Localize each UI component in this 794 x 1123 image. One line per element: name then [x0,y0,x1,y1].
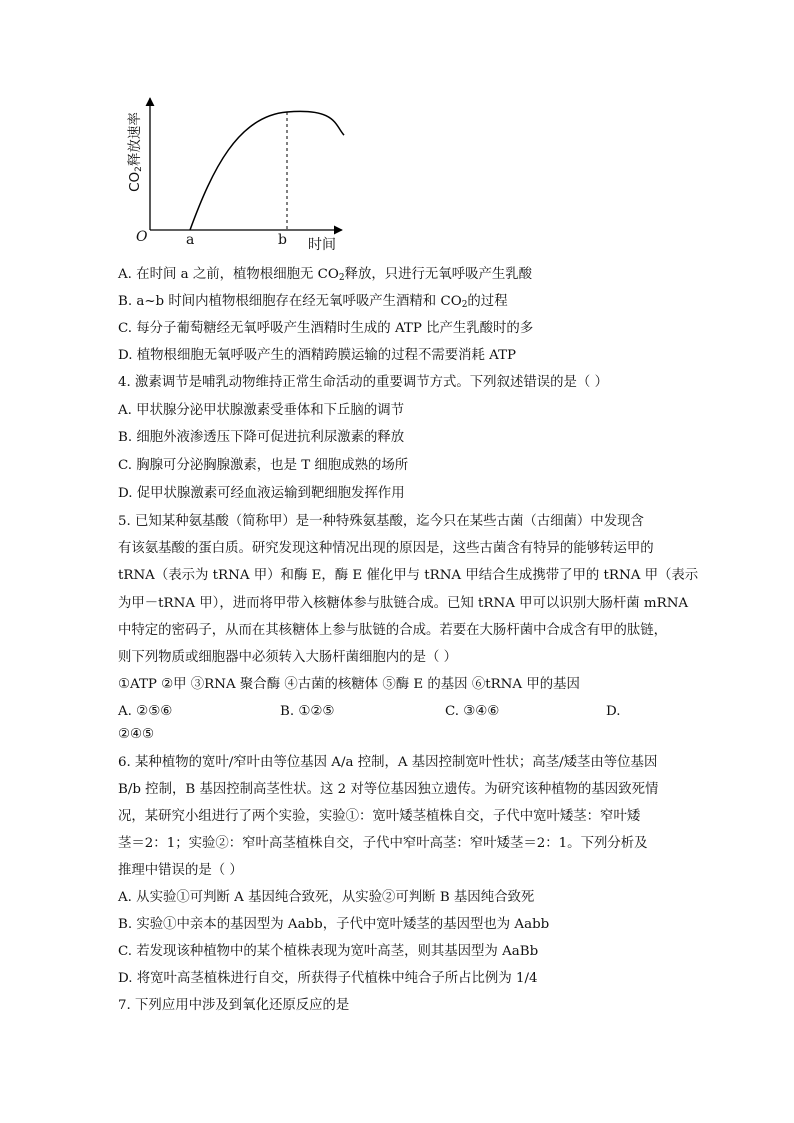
q5-option-a[interactable]: A. ②⑤⑥ [118,704,173,719]
q5-stem-line3: tRNA（表示为 tRNA 甲）和酶 E，酶 E 催化甲与 tRNA 甲结合生成携带了甲的 tRNA 甲（表示 [118,568,699,583]
q4-option-d[interactable]: D. 促甲状腺激素可经血液运输到靶细胞发挥作用 [118,486,405,501]
q6-option-c[interactable]: C. 若发现该种植物中的某个植株表现为宽叶高茎，则其基因型为 AaBb [118,944,539,959]
q5-option-d[interactable]: D. [606,704,621,719]
q6-stem-line5: 推理中错误的是（ ） [118,863,243,878]
tick-label-b: b [278,232,287,248]
co2-release-graph [120,92,360,260]
q5-option-b[interactable]: B. ①②⑤ [280,704,335,719]
q7-stem: 7. 下列应用中涉及到氧化还原反应的是 [118,998,350,1013]
q5-stem-line5: 中特定的密码子，从而在其核糖体上参与肽链的合成。若要在大肠杆菌中合成含有甲的肽链， [118,623,668,638]
q3-option-c[interactable]: C. 每分子葡萄糖经无氧呼吸产生酒精时生成的 ATP 比产生乳酸时的多 [118,321,534,336]
y-axis-label-sub: 2 [134,166,144,172]
q5-items: ①ATP ②甲 ③RNA 聚合酶 ④古菌的核糖体 ⑤酶 E 的基因 ⑥tRNA 甲的基因 [118,677,580,692]
q4-option-a[interactable]: A. 甲状腺分泌甲状腺激素受垂体和下丘脑的调节 [118,403,404,418]
q5-stem-line4: 为甲－tRNA 甲），进而将甲带入核糖体参与肽链合成。已知 tRNA 甲可以识别大肠杆菌 mRNA [118,596,689,611]
q4-option-b[interactable]: B. 细胞外液渗透压下降可促进抗利尿激素的释放 [118,430,405,445]
q5-stem-line1: 5. 已知某种氨基酸（简称甲）是一种特殊氨基酸，迄今只在某些古菌（古细菌）中发现含 [118,514,644,529]
q4-stem: 4. 激素调节是哺乳动物维持正常生命活动的重要调节方式。下列叙述错误的是（ ） [118,375,608,390]
q5-option-c[interactable]: C. ③④⑥ [445,704,500,719]
tick-label-a: a [186,232,195,248]
q6-option-b[interactable]: B. 实验①中亲本的基因型为 Aabb，子代中宽叶矮茎的基因型也为 Aabb [118,917,550,932]
q6-stem-line2: B/b 控制，B 基因控制高茎性状。这 2 对等位基因独立遗传。为研究该种植物的基因致死情 [118,782,659,797]
y-axis-label-suffix: 释放速率 [127,112,143,167]
release-rate-curve [190,111,344,230]
q6-option-d[interactable]: D. 将宽叶高茎植株进行自交，所获得子代植株中纯合子所占比例为 1/4 [118,971,538,986]
y-axis-label-prefix: CO [127,171,143,192]
y-axis-label [127,107,143,197]
q5-stem-line2: 有该氨基酸的蛋白质。研究发现这种情况出现的原因是，这些古菌含有特异的能够转运甲的 [118,541,654,556]
q6-stem-line1: 6. 某种植物的宽叶/窄叶由等位基因 A/a 控制，A 基因控制宽叶性状；高茎/矮茎由等位基因 [118,755,658,770]
x-axis-label: 时间 [308,237,336,253]
chart-svg [120,92,360,260]
origin-label: O [136,229,148,245]
q6-option-a[interactable]: A. 从实验①可判断 A 基因纯合致死，从实验②可判断 B 基因纯合致死 [118,890,535,905]
q3-option-b[interactable]: B. a~b 时间内植物根细胞存在经无氧呼吸产生酒精和 $CO_2$的过程 [118,294,508,310]
q6-stem-line3: 况，某研究小组进行了两个实验，实验①：宽叶矮茎植株自交，子代中宽叶矮茎：窄叶矮 [118,809,641,824]
q3-option-d[interactable]: D. 植物根细胞无氧呼吸产生的酒精跨膜运输的过程不需要消耗 ATP [118,348,517,363]
q4-option-c[interactable]: C. 胸腺可分泌胸腺激素，也是 T 细胞成熟的场所 [118,458,409,473]
q6-stem-line4: 茎＝2：1；实验②：窄叶高茎植株自交，子代中窄叶高茎：窄叶矮茎＝2：1。下列分析及 [118,836,648,851]
q5-option-d-content: ②④⑤ [118,727,155,742]
q5-stem-line6: 则下列物质或细胞器中必须转入大肠杆菌细胞内的是（ ） [118,650,458,665]
q3-option-a[interactable]: A. 在时间 a 之前，植物根细胞无 $CO_2$释放，只进行无氧呼吸产生乳酸 [118,267,533,283]
